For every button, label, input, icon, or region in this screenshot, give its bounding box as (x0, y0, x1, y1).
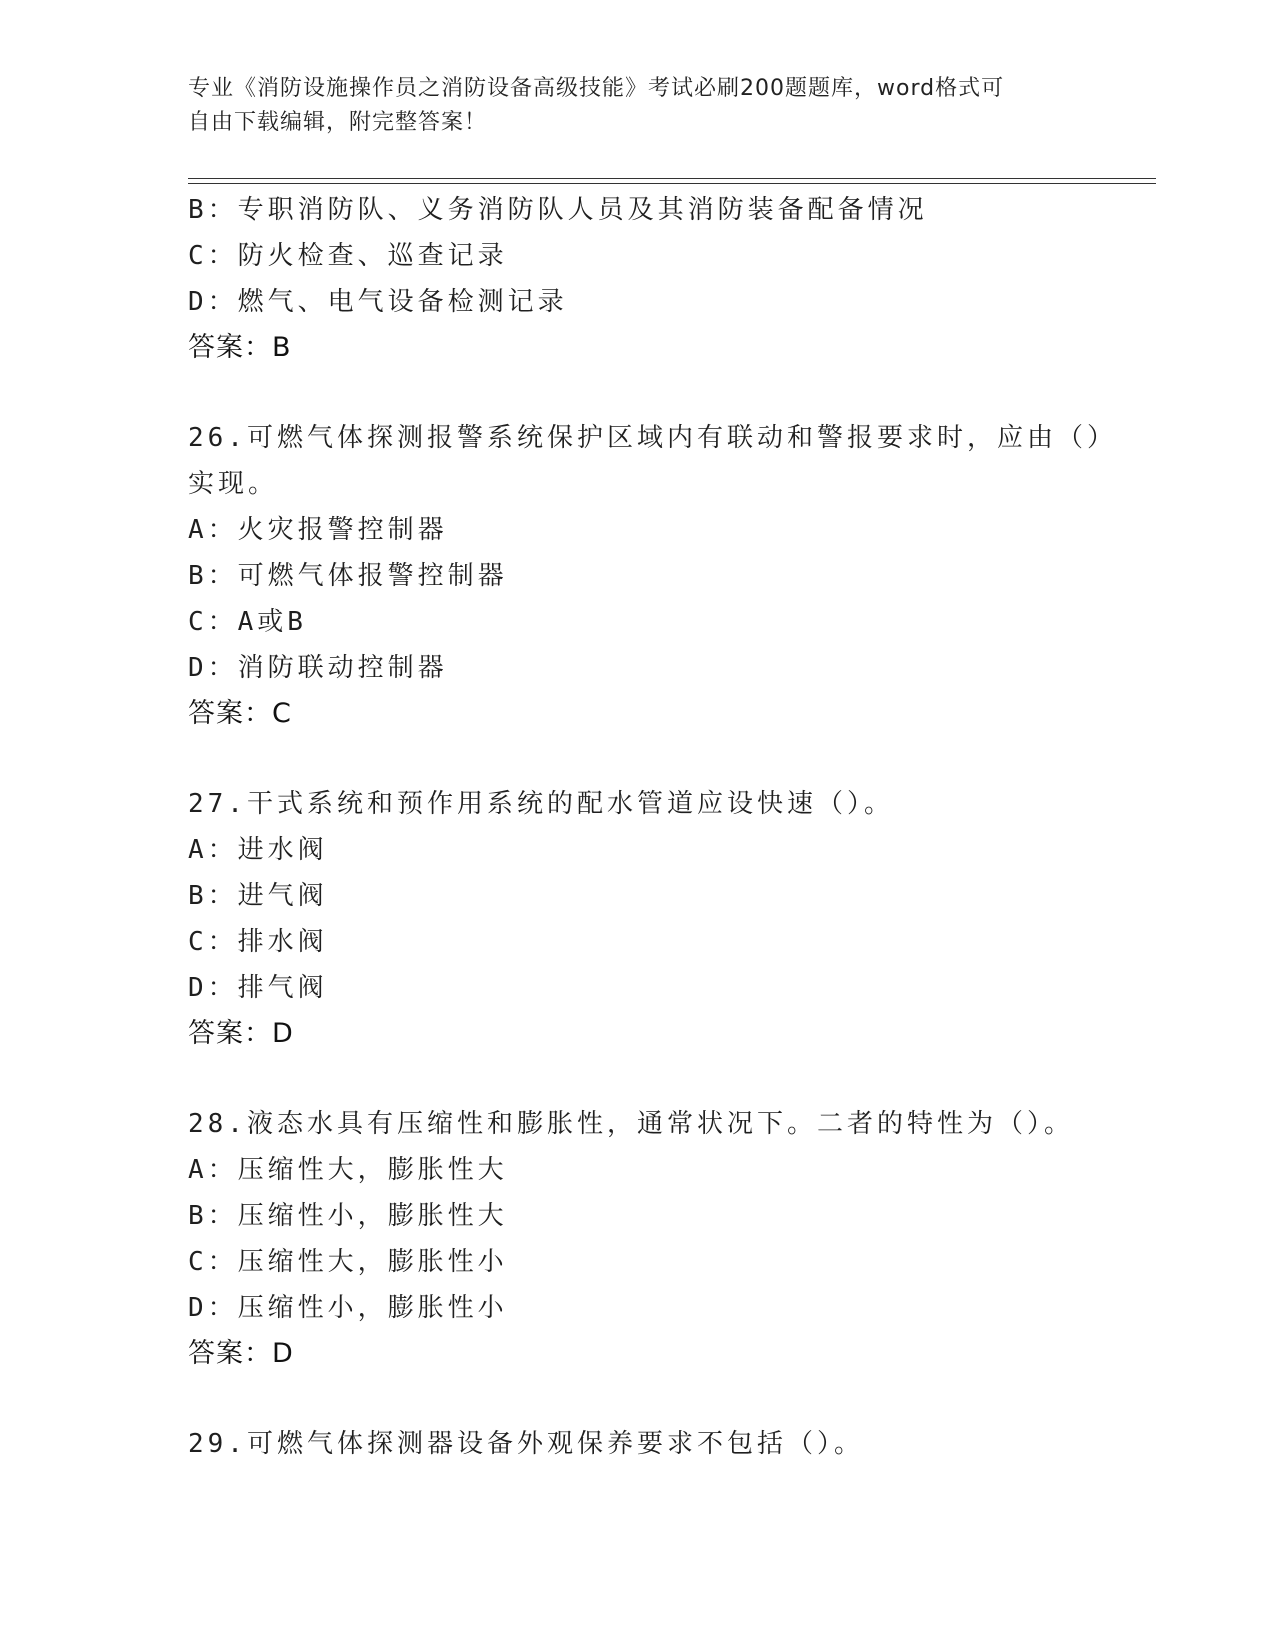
option-c: C：防火检查、巡查记录 (188, 241, 508, 271)
option-a: A：火灾报警控制器 (188, 515, 448, 545)
answer-line: 答案：C (188, 698, 292, 729)
answer-line: 答案：D (188, 1018, 294, 1049)
question-list (188, 187, 1156, 1467)
question-stem-continued: 实现。 (188, 469, 279, 499)
option-b: B：可燃气体报警控制器 (188, 561, 508, 591)
question-29 (188, 1421, 1156, 1467)
answer-line: 答案：D (188, 1338, 294, 1369)
option-c: C：排水阀 (188, 927, 328, 957)
question-25-tail (188, 187, 1156, 371)
option-d: D：消防联动控制器 (188, 653, 448, 683)
question-spacer (188, 1057, 1156, 1101)
option-a: A：进水阀 (188, 835, 328, 865)
option-b: B：进气阀 (188, 881, 328, 911)
question-26 (188, 415, 1156, 737)
question-spacer (188, 737, 1156, 781)
header-divider-bottom (188, 183, 1156, 184)
option-b: B：压缩性小，膨胀性大 (188, 1201, 508, 1231)
document-header (188, 72, 1068, 140)
option-d: D：排气阀 (188, 973, 328, 1003)
option-d: D：燃气、电气设备检测记录 (188, 287, 568, 317)
option-a: A：压缩性大，膨胀性大 (188, 1155, 508, 1185)
header-line-1: 专业《消防设施操作员之消防设备高级技能》考试必刷200题题库，word格式可 (188, 76, 1005, 101)
question-stem: 27.干式系统和预作用系统的配水管道应设快速（）。 (188, 789, 894, 819)
option-c: C：压缩性大，膨胀性小 (188, 1247, 508, 1277)
header-line-2: 自由下载编辑，附完整答案！ (188, 110, 488, 135)
question-stem: 28.液态水具有压缩性和膨胀性，通常状况下。二者的特性为（）。 (188, 1109, 1074, 1139)
option-b: B：专职消防队、义务消防队人员及其消防装备配备情况 (188, 195, 928, 225)
question-28 (188, 1101, 1156, 1377)
answer-line: 答案：B (188, 332, 292, 363)
option-c: C：A或B (188, 607, 307, 637)
option-d: D：压缩性小，膨胀性小 (188, 1293, 508, 1323)
question-stem: 29.可燃气体探测器设备外观保养要求不包括（）。 (188, 1429, 864, 1459)
question-spacer (188, 1377, 1156, 1421)
question-stem: 26.可燃气体探测报警系统保护区域内有联动和警报要求时，应由（） (188, 423, 1117, 453)
question-27 (188, 781, 1156, 1057)
question-spacer (188, 371, 1156, 415)
header-divider-top (188, 178, 1156, 179)
